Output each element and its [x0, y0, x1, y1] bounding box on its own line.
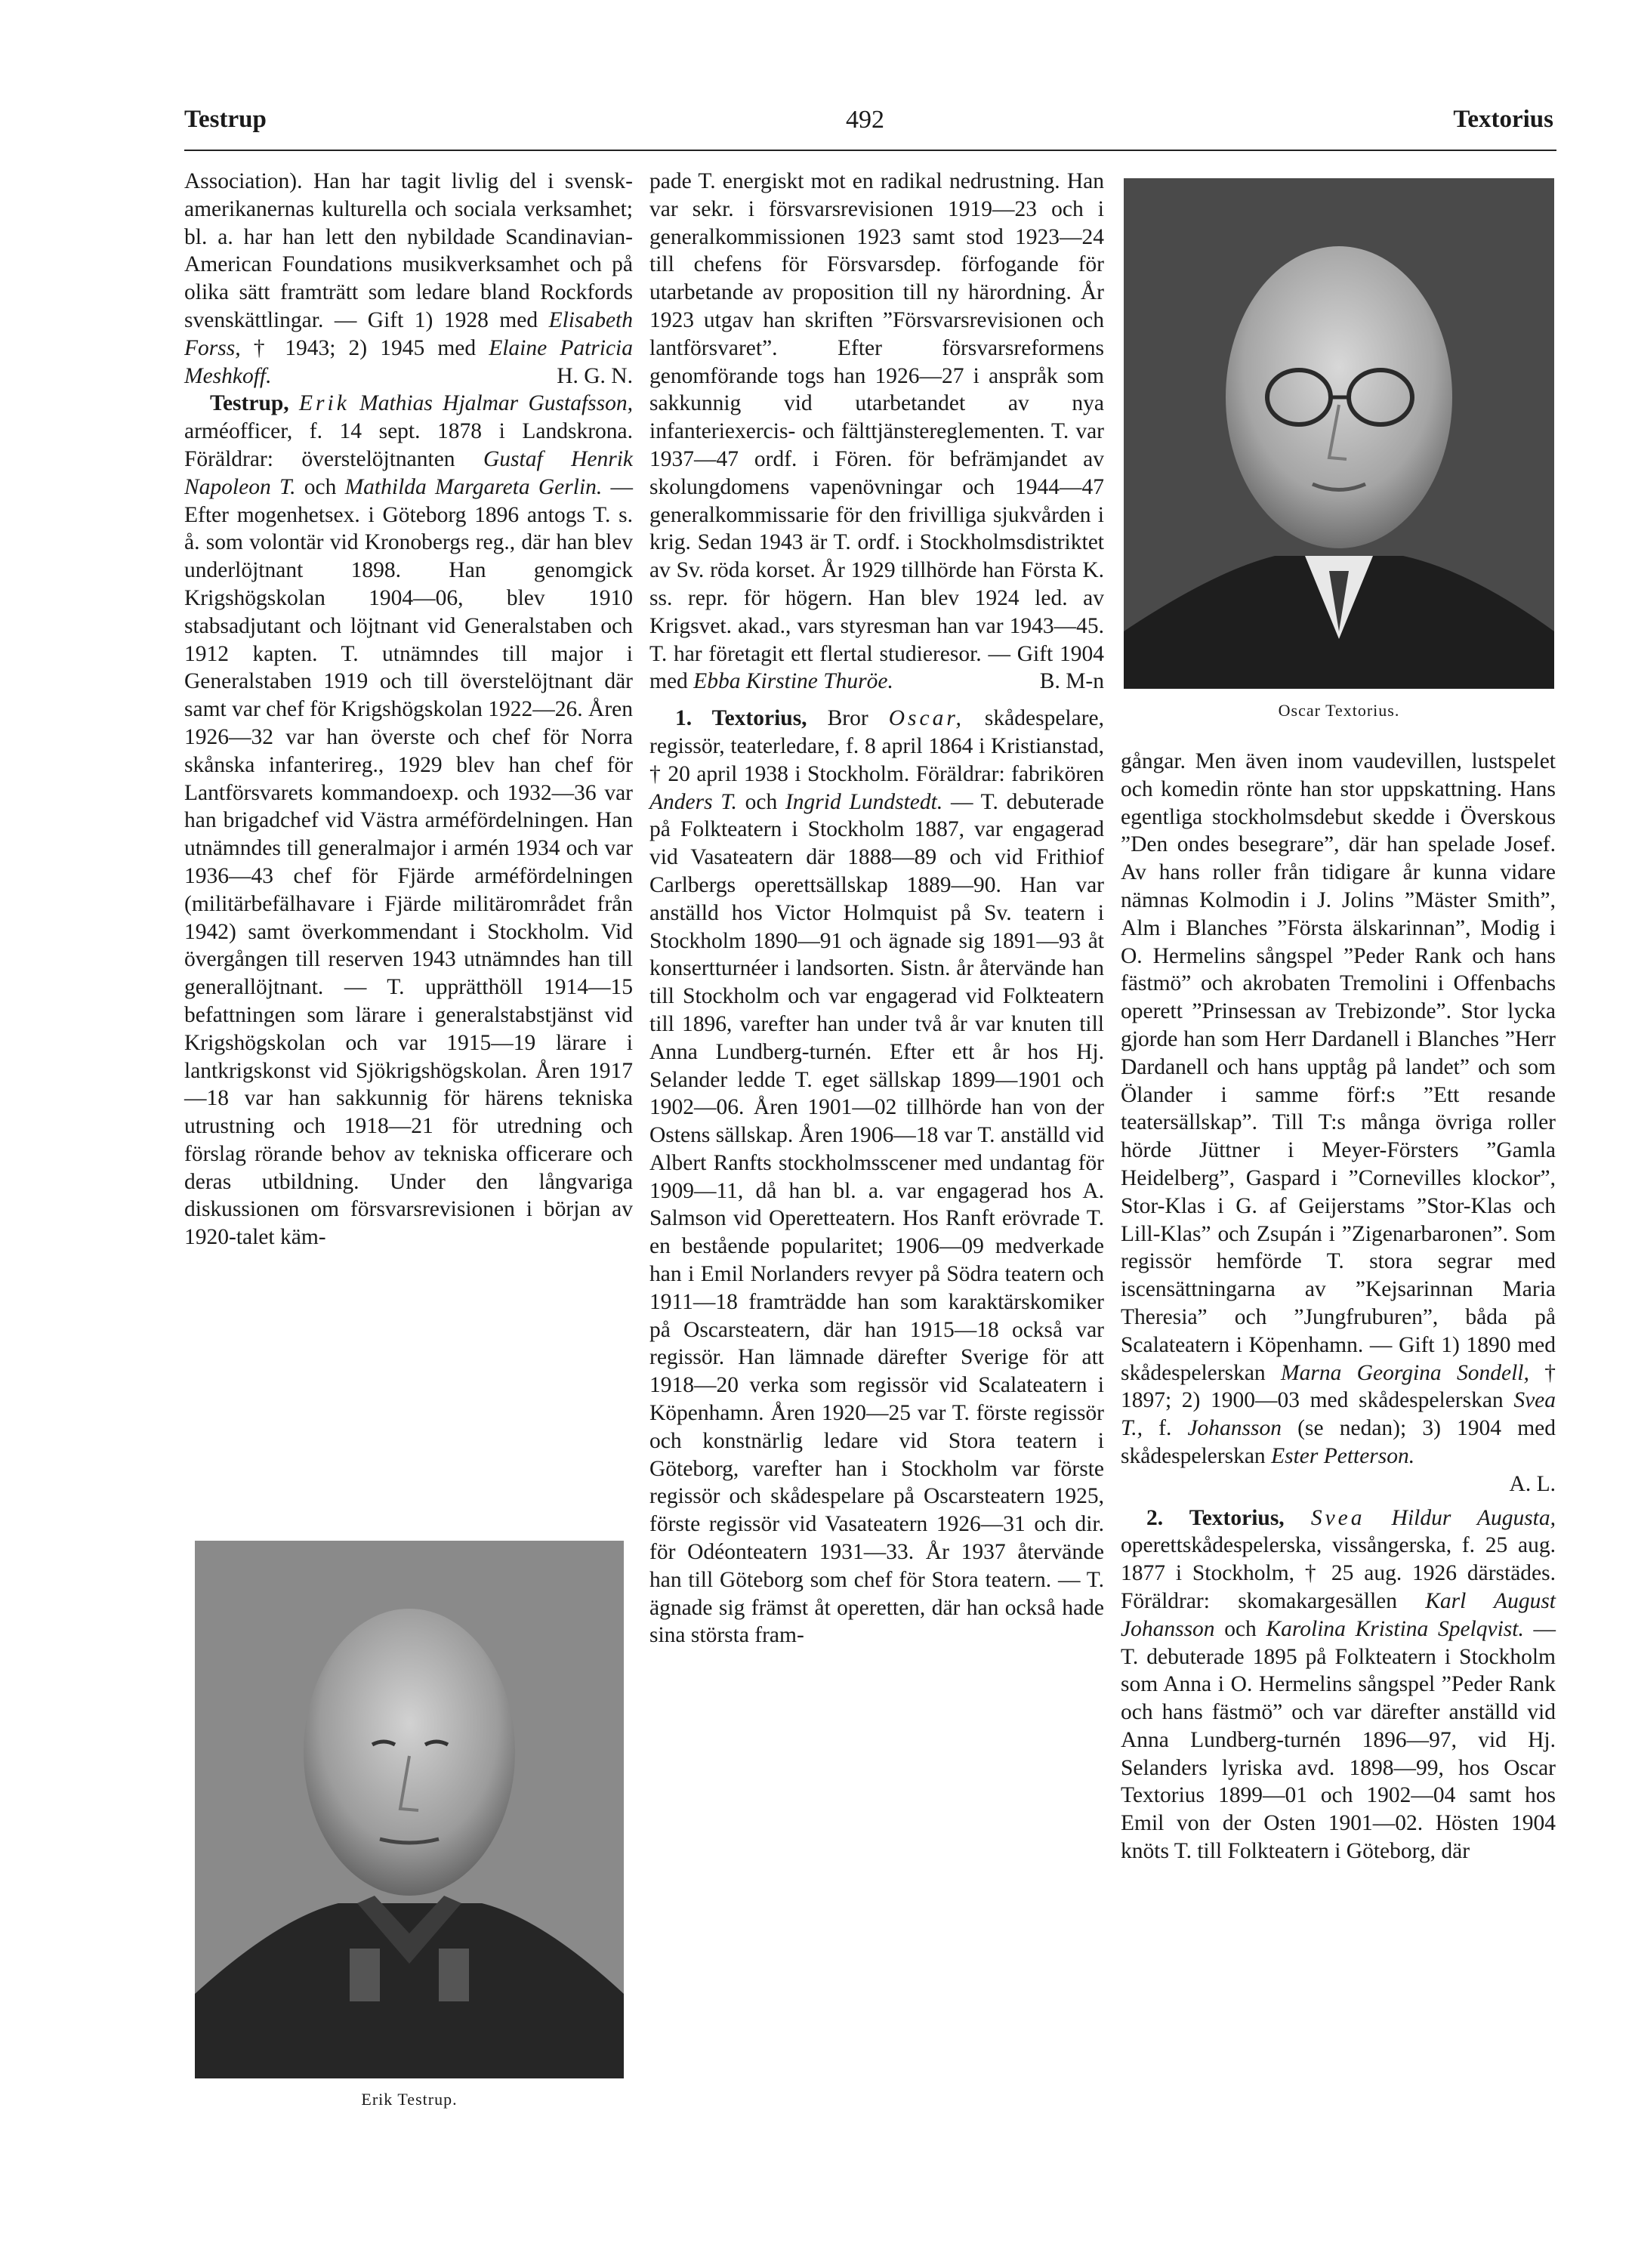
text: pade T. energiskt mot en radikal nedrustning. Han var sekr. i försvarsrevisionen 1919—23 och i generalkommissionen 1923 samt stod 1923—24 till chefens för Försvarsdep. förfogande för utarbetande av proposition till ny härordning. År 1923 utgav han skriften ”Försvarsrevisionen och lantförsvaret”. Efter försvarsreformens genomförande togs han 1926—27 i anspråk som sakkunnig vid utarbetandet av nya infanteriexercis- och fälttjänstereglementen. T. var 1937—47 ordf. i Fören. för befrämjandet av skolungdomens vapenövningar och 1944—47 generalkommissarie för den frivilliga sjukvården i krig. Sedan 1943 är T. ordf. i Stockholmsdistriktet av Sv. röda korset. År 1929 tillhörde han Första K. ss. repr. för högern. Han blev 1924 led. av Krigsvet. akad., vars styresman han var 1943—45. T. har företagit ett flertal studieresor. — Gift 1904 med	[649, 169, 1104, 694]
author-signature: B. M-n	[1039, 669, 1104, 694]
testrup-continuation	[184, 168, 633, 390]
father-name: Karl August Johansson	[1121, 1588, 1556, 1641]
text: operettskådespelerska, vissångerska, f. 25 aug. 1877 i Stockholm, † 25 aug. 1926 därstädes. Föräldrar: skomakargesällen	[1121, 1533, 1556, 1613]
text: — Efter mogenhetsex. i Göteborg 1896 antogs T. s. å. som volontär vid Kronobergs reg., där han blev underlöjtnant 1898. Han genomgick Krigshögskolan 1904—06, blev 1910 stabsadjutant och löjtnant vid Generalstaben och 1912 kapten. T. utnämndes till major i Generalstaben 1919 och till överstelöjtnant där samt var chef för Krigshögskolan 1922—26. Åren 1926—32 var han överste och chef för Norra skånska infanterireg., 1929 blev han chef för Lantförsvarets kommandoexp. och 1932—36 var han brigadchef vid Västra arméfördelningen. Han utnämndes till generalmajor i armén 1934 och var 1936—43 chef för Fjärde arméfördelningen (militärbefälhavare i Fjärde militärområdet från 1942) samt överkommendant i Stockholm. Vid övergången till reserven 1943 utnämndes han till generallöjtnant. — T. upprätthöll 1914—15 befattningen som lärare i generalstabstjänst vid Krigshögskolan och var 1915—19 lärare i lantkrigskonst vid Sjökrigshögskolan. Åren 1917—18 var han sakkunnig för härens tekniska utrustning och 1918—21 för utredning och förslag rörande behov av tekniska officerare och deras utbildning. Under den långvariga diskussionen om försvarsrevisionen i början av 1920-talet käm-	[184, 474, 633, 1250]
entry-headword: 1. Textorius,	[675, 706, 807, 731]
text: — T. debuterade på Folkteatern i Stockholm 1887, var engagerad vid Vasateatern där 1888—89 och vid Frithiof Carlbergs operettsällskap 1889—90. Han var anställd hos Victor Holmquist på Sv. teatern i Stockholm 1890—91 och ägnade sig 1891—93 åt konsertturnéer i landsorten. Sistn. år återvände han till Stockholm och var engagerad vid Folkteatern till 1896, varefter han under två år var knuten till Anna Lundberg-turnén. Efter ett år hos Hj. Selander ledde T. eget sällskap 1899—1901 och 1902—06. Åren 1901—02 tillhörde han von der Ostens sällskap. Åren 1906—18 var T. anställd vid Albert Ranfts stockholmsscener med undantag för 1909—11, då han bl. a. var engagerad hos A. Salmson vid Operetteatern. Hos Ranft erövrade T. en bestående popularitet; 1906—09 medverkade han i Emil Norlanders revyer på Södra teatern och 1911—18 framträdde han som karaktärskomiker på Oscarsteatern, där han 1915—18 också var regissör. Han lämnade därefter Sverige för att 1918—20 verka som regissör vid Scalateatern i Köpenhamn. Åren 1920—25 var T. förste regissör och konstnärlig ledare vid Stora teatern i Göteborg, varefter han i Stockholm var förste regissör och skådespelare på Oscarsteatern 1925, förste regissör vid Vasateatern 1926—31 och dir. för Odéonteatern 1931—33. År 1937 återvände han till Göteborg som chef för Stora teatern. — T. ägnade sig främst åt operetten, där han också hade sina största fram-	[649, 789, 1104, 1648]
text: † 1943; 2) 1945 med	[240, 335, 489, 360]
oscar-continuation	[1121, 748, 1556, 1498]
caption-oscar: Oscar Textorius.	[1278, 701, 1400, 720]
entry-headword: Testrup,	[210, 391, 289, 416]
text: skådespelare, regissör, teaterledare, f. 8 april 1864 i Kristianstad, † 20 april 1938 i Stockholm. Föräldrar: fabrikören	[649, 706, 1105, 786]
portrait-drawing	[195, 1541, 624, 2078]
wife-name: Marna Georgina Sondell,	[1281, 1360, 1529, 1385]
father-name: Anders T.	[649, 789, 737, 814]
wife-name: Ester Petterson.	[1271, 1443, 1415, 1468]
text: — T. debuterade 1895 på Folkteatern i Stockholm som Anna i O. Hermelins sångspel ”Peder Rank och hans fästmö” och var därefter anställd vid Anna Lundberg-turnén 1896—97, vid Hj. Selanders lyriska avd. 1898—99, hos Oscar Textorius 1899—01 och 1902—04 samt hos Emil von der Osten 1901—02. Hösten 1904 knöts T. till Folkteatern i Göteborg, där	[1121, 1616, 1556, 1864]
father-name: Gustaf Henrik Napoleon T.	[184, 446, 634, 499]
column-1	[184, 168, 633, 1251]
column-2	[649, 168, 1104, 1649]
portrait-erik-testrup	[195, 1541, 624, 2078]
text: och	[736, 789, 785, 814]
wife-name: Elisabeth Forss,	[184, 307, 633, 360]
text: Bror	[807, 706, 889, 731]
testrup-continuation-2	[649, 168, 1104, 696]
running-head-right: Textorius	[1453, 106, 1553, 133]
text: f.	[1142, 1416, 1188, 1441]
given-name: Erik	[299, 391, 350, 416]
entry-svea-textorius	[1121, 1504, 1556, 1865]
author-signature: A. L.	[1509, 1471, 1556, 1496]
running-head-left: Testrup	[184, 106, 267, 133]
text: (se nedan); 3) 1904 med skådespelerskan	[1121, 1416, 1556, 1468]
text: och	[295, 474, 345, 499]
wife-name: Svea T.,	[1121, 1388, 1556, 1441]
entry-headword: 2. Textorius,	[1146, 1505, 1285, 1530]
header-rule	[184, 150, 1556, 151]
wife-name: Ebba Kirstine Thuröe.	[693, 669, 893, 694]
entry-erik-testrup	[184, 390, 633, 1251]
page-number: 492	[846, 106, 884, 134]
text: gångar. Men även inom vaudevillen, lustspelet och komedin rönte han stor uppskattning. Hans egentliga stockholmsdebut skedde i Överskous ”Den ondes besegrare”, där han spelade Josef. Av hans roller från tidigare år kunna vidare nämnas Kolmodin i J. Jolins ”Mäster Smith”, Alm i Blanches ”Första älskarinnan”, Modig i O. Hermelins sångspel ”Peder Rank och hans fästmö” och akrobaten Tremolini i Offenbachs operett ”Prinsessan av Trebizonde”. Stor lycka gjorde han som Herr Dardanell i Blanches ”Herr Dardanell och hans upptåg på landet” och som Ölander i samme förf:s ”Ett resande teatersällskap”. Till T:s många övriga roller hörde Jüttner i Meyer-Försters ”Gamla Heidelberg”, Gaspard i ”Cornevilles klockor”, Stor-Klas i G. af Geijerstams ”Stor-Klas och Lill-Klas” och Zsupán i ”Zigenarbaronen”. Som regissör hemförde T. stora segrar med iscensättningarna av ”Kejsarinnan Maria Theresia” och ”Jungfruburen”, båda på Scalateatern i Köpenhamn. — Gift 1) 1890 med skådespelerskan	[1121, 749, 1556, 1385]
portrait-oscar-textorius	[1124, 178, 1554, 689]
wife-maiden-name: Johansson	[1187, 1416, 1282, 1441]
given-name: Oscar,	[888, 706, 964, 731]
mother-name: Ingrid Lundstedt.	[785, 789, 943, 814]
other-names: Mathias Hjalmar Gustafsson,	[349, 391, 633, 416]
author-signature: H. G. N.	[557, 363, 633, 388]
given-name: Svea	[1310, 1505, 1365, 1530]
entry-oscar-textorius	[649, 705, 1104, 1649]
column-3	[1121, 748, 1556, 1865]
mother-name: Karolina Kristina Spelqvist.	[1266, 1616, 1524, 1641]
text: † 1897; 2) 1900—03 med skådespelerskan	[1121, 1360, 1556, 1413]
wife-name: Elaine Patricia Meshkoff.	[184, 335, 634, 388]
caption-erik: Erik Testrup.	[361, 2090, 458, 2109]
other-names: Hildur Augusta,	[1365, 1505, 1556, 1530]
portrait-drawing	[1124, 178, 1554, 689]
text: arméofficer, f. 14 sept. 1878 i Landskrona. Föräldrar: överstelöjtnanten	[184, 419, 633, 471]
text: Association). Han har tagit livlig del i svensk-amerikanernas kulturella och sociala verksamhet; bl. a. har han lett den nybildade Scandinavian-American Foundations musikverksamhet och på olika sätt framträtt som ledare bland Rockfords svenskättlingar. — Gift 1) 1928 med	[184, 169, 633, 332]
mother-name: Mathilda Margareta Gerlin.	[344, 474, 603, 499]
text: och	[1214, 1616, 1266, 1641]
